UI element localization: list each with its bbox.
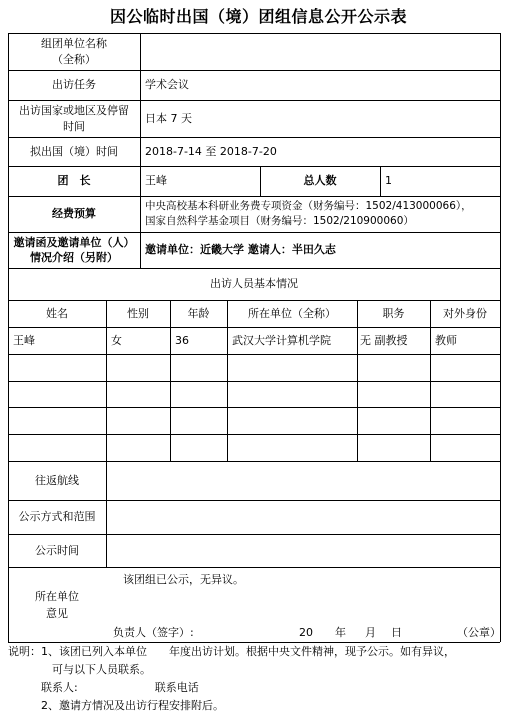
note-line-2: 可与以下人员联系。 (8, 663, 151, 676)
budget-value (140, 196, 500, 232)
date-value: 2018-7-14 至 2018-7-20 (145, 144, 277, 158)
note-line-3: 联系人: 联系电话 (8, 681, 199, 694)
member-role: 教师 (435, 333, 457, 347)
members-section-title: 出访人员基本情况 (210, 277, 298, 290)
org-name-value (140, 33, 500, 70)
task-value: 学术会议 (145, 78, 189, 91)
budget-label: 经费预算 (52, 207, 96, 220)
member-header-name: 姓名 (46, 306, 68, 320)
member-header-age: 年龄 (187, 306, 210, 320)
publish-value (106, 500, 500, 534)
border-row10 (8, 354, 500, 355)
member-header-unit: 所在单位（全称） (248, 306, 336, 320)
note-line-4: 2、邀请方情况及出访行程安排附后。 (8, 699, 224, 712)
leader-value: 王峰 (145, 174, 167, 187)
border-row13 (8, 434, 500, 435)
opinion-text: 该团组已公示，无异议。 (123, 573, 244, 586)
opinion-signer: 负责人（签字）: (113, 626, 194, 639)
country-value: 日本 7 天 (145, 111, 192, 125)
page-title: 因公临时出国（境）团组信息公开公示表 (109, 7, 407, 26)
opinion-month: 月 (365, 626, 376, 639)
budget-line-2: 国家自然科学基金项目（财务编号：1502/210900060） (145, 215, 414, 227)
member-unit: 武汉大学计算机学院 (232, 333, 331, 347)
invite-value: 邀请单位：近畿大学 邀请人：半田久志 (145, 243, 336, 256)
date-label: 拟出国（境）时间 (30, 144, 118, 158)
note-line-1: 说明：1、该团已列入本单位 年度出访计划。根据中央文件精神，现予公示。如有异议， (8, 645, 455, 658)
border-row11 (8, 381, 500, 382)
opinion-day: 日 (391, 626, 402, 639)
member-header-gender: 性别 (127, 306, 149, 320)
leader-label: 团 长 (57, 174, 91, 187)
budget-line-1: 中央高校基本科研业务费专项资金（财务编号：1502/413000066）， (145, 200, 472, 212)
task-label: 出访任务 (52, 78, 96, 91)
country-label: 出访国家或地区及停留时间 (19, 103, 129, 133)
member-gender: 女 (111, 333, 122, 347)
member-header-role: 对外身份 (443, 306, 487, 320)
border-row12 (8, 407, 500, 408)
invite-label: 邀请函及邀请单位（人）情况介绍（另附） (13, 236, 135, 264)
total-value: 1 (385, 174, 392, 187)
org-name-label: 组团单位名称 （全称） (41, 36, 107, 66)
opinion-seal: （公章） (457, 626, 501, 639)
publish-label: 公示方式和范围 (18, 510, 96, 523)
period-label: 公示时间 (35, 543, 79, 557)
total-label: 总人数 (303, 174, 337, 187)
opinion-year: 20 年 (299, 626, 346, 639)
member-title: 无 副教授 (360, 333, 408, 347)
member-age: 36 (175, 333, 189, 347)
member-name: 王峰 (13, 333, 35, 347)
route-label: 往返航线 (35, 473, 79, 487)
opinion-label: 所在单位 意见 (35, 589, 79, 620)
period-value (106, 534, 500, 567)
border-right (500, 33, 501, 642)
route-value (106, 461, 500, 500)
member-header-title: 职务 (382, 306, 405, 320)
